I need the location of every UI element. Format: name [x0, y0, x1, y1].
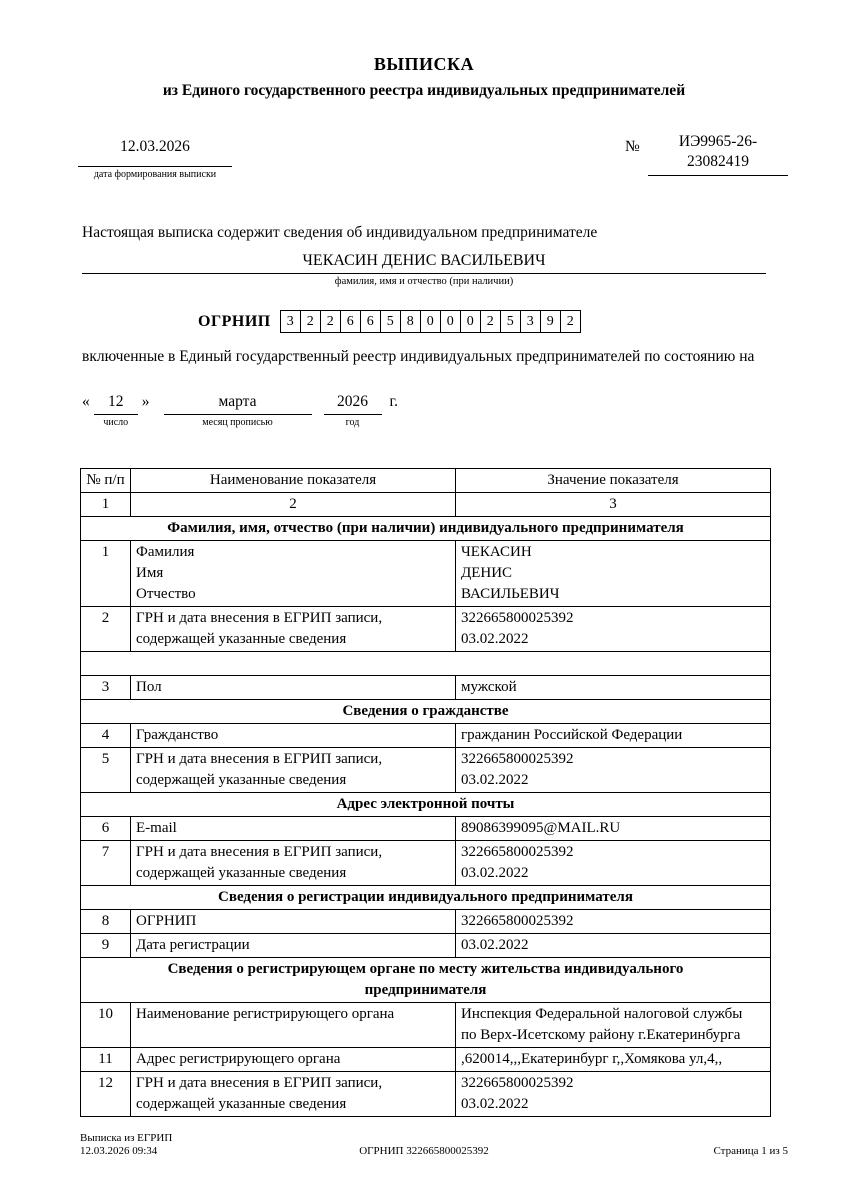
indicator-value: Инспекция Федеральной налоговой службы по Верх-Исетскому району г.Екатеринбурга	[456, 1003, 771, 1048]
row-number: 8	[81, 910, 131, 934]
indicator-value: ,620014,,,Екатеринбург г,,Хомякова ул,4,,	[456, 1048, 771, 1072]
day-blank	[94, 392, 138, 428]
section-header-row	[81, 793, 771, 817]
document-number-line2: 23082419	[687, 153, 749, 170]
footer-doc-type: Выписка из ЕГРИП	[80, 1132, 173, 1144]
indicator-value: 03.02.2022	[456, 934, 771, 958]
ogrnip-digit-boxes	[280, 310, 581, 333]
ogrnip-digit: 2	[320, 310, 341, 333]
document-number-line1: ИЭ9965-26-	[678, 133, 758, 150]
ogrnip-digit: 6	[340, 310, 361, 333]
month-blank	[164, 392, 312, 428]
indicator-name: ГРН и дата внесения в ЕГРИП записи, содержащей указанные сведения	[131, 841, 456, 886]
table-row	[81, 910, 771, 934]
indicator-value: 322665800025392 03.02.2022	[456, 748, 771, 793]
footer-ogrnip: ОГРНИП 322665800025392	[359, 1145, 489, 1157]
row-number: 3	[81, 676, 131, 700]
row-number: 9	[81, 934, 131, 958]
document-number-sign: №	[625, 138, 640, 155]
close-quote: »	[141, 393, 150, 410]
year-value: 2026	[324, 392, 382, 415]
indicator-name: ГРН и дата внесения в ЕГРИП записи, содержащей указанные сведения	[131, 607, 456, 652]
ogrnip-digit: 2	[300, 310, 321, 333]
section-header-row	[81, 958, 771, 1003]
indicator-value: гражданин Российской Федерации	[456, 724, 771, 748]
indicator-value: ЧЕКАСИН ДЕНИС ВАСИЛЬЕВИЧ	[456, 541, 771, 607]
row-number: 7	[81, 841, 131, 886]
col-header-name: Наименование показателя	[131, 469, 456, 493]
ogrnip-digit: 5	[380, 310, 401, 333]
included-text: включенные в Единый государственный реестр индивидуальных предпринимателей по состоянию на	[82, 348, 755, 365]
table-header-row	[81, 469, 771, 493]
section-header-row	[81, 886, 771, 910]
section-title: Фамилия, имя, отчество (при наличии) индивидуального предпринимателя	[81, 517, 771, 541]
section-title: Адрес электронной почты	[81, 793, 771, 817]
row-number: 12	[81, 1072, 131, 1117]
footer-datetime: 12.03.2026 09:34	[80, 1145, 158, 1157]
row-number: 6	[81, 817, 131, 841]
indicator-name: Дата регистрации	[131, 934, 456, 958]
ogrnip-digit: 3	[280, 310, 301, 333]
as-of-date-row	[82, 392, 398, 428]
table-row	[81, 1048, 771, 1072]
ogrnip-digit: 6	[360, 310, 381, 333]
month-value: марта	[164, 392, 312, 415]
indicator-name: Гражданство	[131, 724, 456, 748]
indicator-value: 322665800025392 03.02.2022	[456, 607, 771, 652]
year-caption: год	[345, 417, 360, 428]
details-table	[80, 468, 771, 1117]
intro-text: Настоящая выписка содержит сведения об индивидуальном предпринимателе	[82, 224, 598, 241]
formation-date-caption: дата формирования выписки	[93, 169, 217, 180]
indicator-name: Наименование регистрирующего органа	[131, 1003, 456, 1048]
year-suffix: г.	[389, 393, 398, 410]
table-row	[81, 748, 771, 793]
indicator-value: 322665800025392 03.02.2022	[456, 1072, 771, 1117]
ogrnip-digit: 3	[520, 310, 541, 333]
table-row	[81, 676, 771, 700]
table-row	[81, 934, 771, 958]
section-title: Сведения о гражданстве	[81, 700, 771, 724]
section-header-row	[81, 517, 771, 541]
month-caption: месяц прописью	[202, 417, 273, 428]
col-number-2: 2	[131, 493, 456, 517]
table-row	[81, 607, 771, 652]
row-number: 11	[81, 1048, 131, 1072]
table-row	[81, 1072, 771, 1117]
day-value: 12	[94, 392, 138, 415]
document-number	[648, 132, 788, 176]
indicator-value: 89086399095@MAIL.RU	[456, 817, 771, 841]
table-row	[81, 817, 771, 841]
spacer-row	[81, 652, 771, 676]
row-number: 10	[81, 1003, 131, 1048]
indicator-name: ОГРНИП	[131, 910, 456, 934]
footer-page: Страница 1 из 5	[713, 1145, 788, 1157]
row-number: 5	[81, 748, 131, 793]
open-quote: «	[82, 393, 90, 410]
section-title: Сведения о регистрации индивидуального предпринимателя	[81, 886, 771, 910]
col-number-3: 3	[456, 493, 771, 517]
ogrnip-digit: 0	[440, 310, 461, 333]
entrepreneur-name-block	[82, 252, 766, 287]
section-header-row	[81, 700, 771, 724]
row-number: 4	[81, 724, 131, 748]
formation-date: 12.03.2026	[78, 138, 232, 167]
table-row	[81, 724, 771, 748]
ogrnip-digit: 0	[460, 310, 481, 333]
ogrnip-digit: 9	[540, 310, 561, 333]
ogrnip-digit: 2	[480, 310, 501, 333]
row-number: 2	[81, 607, 131, 652]
indicator-value: мужской	[456, 676, 771, 700]
indicator-name: Адрес регистрирующего органа	[131, 1048, 456, 1072]
table-row	[81, 1003, 771, 1048]
indicator-name: ГРН и дата внесения в ЕГРИП записи, содержащей указанные сведения	[131, 748, 456, 793]
day-caption: число	[103, 417, 129, 428]
ogrnip-digit: 5	[500, 310, 521, 333]
document-title: ВЫПИСКА	[373, 54, 475, 74]
ogrnip-digit: 0	[420, 310, 441, 333]
indicator-value: 322665800025392 03.02.2022	[456, 841, 771, 886]
indicator-name: ГРН и дата внесения в ЕГРИП записи, содержащей указанные сведения	[131, 1072, 456, 1117]
table-row	[81, 541, 771, 607]
indicator-name: E-mail	[131, 817, 456, 841]
col-header-value: Значение показателя	[456, 469, 771, 493]
section-title: Сведения о регистрирующем органе по месту жительства индивидуального предпринимателя	[81, 958, 771, 1003]
ogrnip-label: ОГРНИП	[198, 312, 271, 330]
indicator-value: 322665800025392	[456, 910, 771, 934]
entrepreneur-name-caption: фамилия, имя и отчество (при наличии)	[334, 276, 514, 287]
entrepreneur-name: ЧЕКАСИН ДЕНИС ВАСИЛЬЕВИЧ	[82, 252, 766, 274]
table-row	[81, 841, 771, 886]
ogrnip-digit: 8	[400, 310, 421, 333]
details-table-body	[81, 517, 771, 1117]
col-header-num: № п/п	[81, 469, 131, 493]
formation-date-block	[78, 138, 232, 180]
row-number: 1	[81, 541, 131, 607]
indicator-name: Пол	[131, 676, 456, 700]
ogrnip-digit: 2	[560, 310, 581, 333]
ogrnip-row	[198, 310, 581, 333]
col-number-1: 1	[81, 493, 131, 517]
indicator-name: Фамилия Имя Отчество	[131, 541, 456, 607]
spacer-cell	[81, 652, 771, 676]
document-subtitle: из Единого государственного реестра индивидуальных предпринимателей	[162, 82, 686, 99]
column-number-row	[81, 493, 771, 517]
year-blank	[324, 392, 382, 428]
